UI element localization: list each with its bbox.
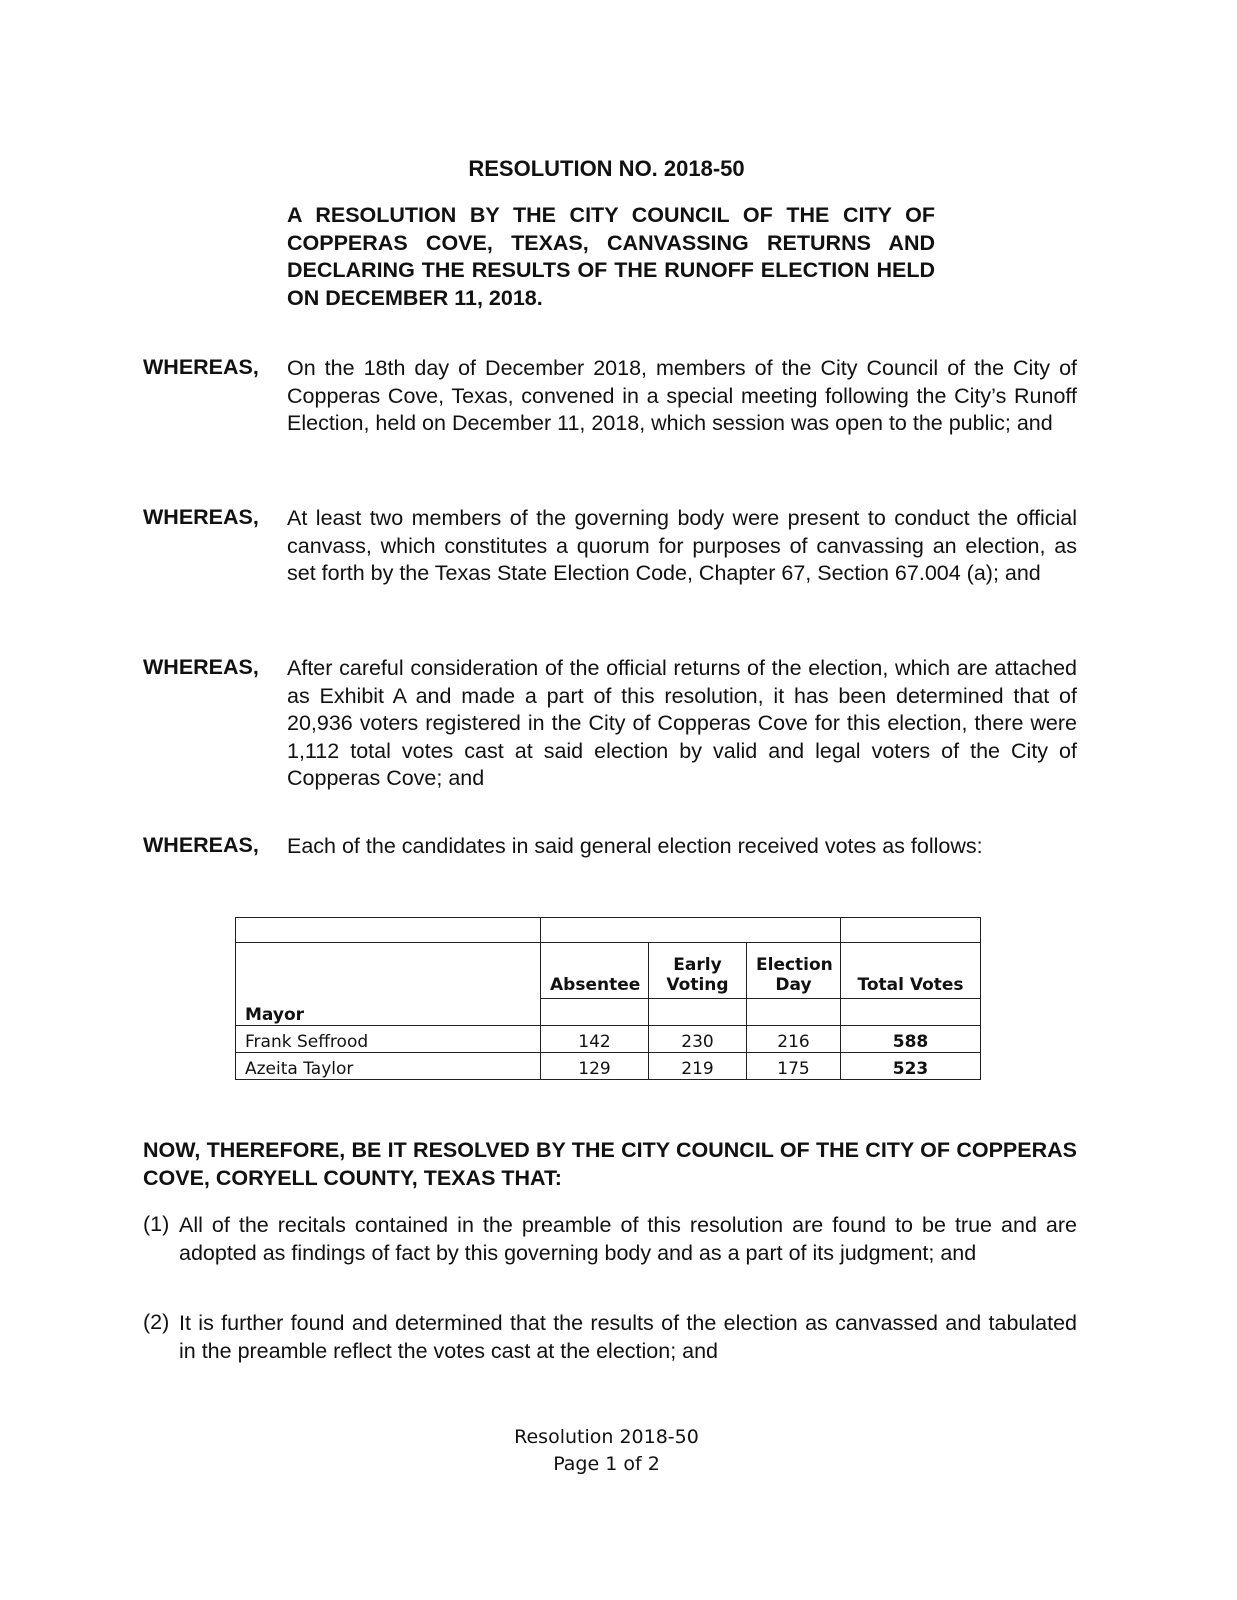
absentee-votes: 142 [541, 1026, 649, 1053]
office-name: Mayor [236, 999, 541, 1026]
total-votes: 588 [841, 1026, 981, 1053]
candidate-name: Azeita Taylor [236, 1053, 541, 1080]
table-header-row [236, 943, 981, 999]
absentee-votes: 129 [541, 1053, 649, 1080]
header-election-line1: Election [756, 955, 833, 975]
early-votes: 219 [649, 1053, 747, 1080]
table-row [236, 1053, 981, 1080]
whereas-label: WHEREAS, [143, 655, 259, 679]
item-number-2: (2) [143, 1310, 170, 1334]
whereas-label: WHEREAS, [143, 355, 259, 379]
total-votes: 523 [841, 1053, 981, 1080]
table-row [236, 1026, 981, 1053]
item-text-1: All of the recitals contained in the preamble of this resolution are found to be true and are adopted as findings of fact by this governing body and as a part of its judgment; and [179, 1213, 1077, 1265]
header-early-line1: Early [673, 955, 722, 975]
header-early-line2: Voting [666, 975, 729, 995]
office-row [236, 999, 981, 1026]
whereas-clause-2: At least two members of the governing body were present to conduct the official canvass, which constitutes a quorum for purposes of canvassing an election, as set forth by the Texas State Election Code, Chapter 67, Section 67.004 (a); and [287, 506, 1077, 585]
whereas-clause-4: Each of the candidates in said general election received votes as follows: [287, 834, 983, 858]
item-text-2: It is further found and determined that the results of the election as canvassed and tabulated in the preamble reflect the votes cast at the election; and [179, 1311, 1077, 1363]
resolution-title: A RESOLUTION BY THE CITY COUNCIL OF THE CITY OF COPPERAS COVE, TEXAS, CANVASSING RETURNS AND DECLARING THE RESULTS OF THE RUNOFF ELECTION HELD ON DECEMBER 11, 2018. [287, 203, 935, 310]
header-election-day [747, 943, 841, 999]
footer-page-number: Page 1 of 2 [553, 1453, 660, 1475]
header-election-line2: Day [775, 975, 812, 995]
footer-resolution: Resolution 2018-50 [514, 1426, 699, 1448]
resolved-heading: NOW, THEREFORE, BE IT RESOLVED BY THE CITY COUNCIL OF THE CITY OF COPPERAS COVE, CORYELL COUNTY, TEXAS THAT: [143, 1138, 1077, 1190]
table-spacer-row [236, 918, 981, 943]
whereas-clause-3: After careful consideration of the official returns of the election, which are attached as Exhibit A and made a part of this resolution, it has been determined that of 20,936 voters registered in the City of Copperas Cove for this election, there were 1,112 total votes cast at said election by valid and legal voters of the City of Copperas Cove; and [287, 656, 1077, 790]
resolution-number: RESOLUTION NO. 2018-50 [468, 156, 745, 181]
header-absentee: Absentee [541, 943, 649, 999]
election-results-table [235, 917, 981, 1080]
candidate-name: Frank Seffrood [236, 1026, 541, 1053]
early-votes: 230 [649, 1026, 747, 1053]
whereas-clause-1: On the 18th day of December 2018, members of the City Council of the City of Copperas Cove, Texas, convened in a special meeting following the City’s Runoff Election, held on December 11, 2018, which session was open to the public; and [287, 356, 1077, 435]
header-early-voting [649, 943, 747, 999]
whereas-label: WHEREAS, [143, 505, 259, 529]
election-day-votes: 175 [747, 1053, 841, 1080]
election-day-votes: 216 [747, 1026, 841, 1053]
item-number-1: (1) [143, 1212, 170, 1236]
header-total-votes: Total Votes [841, 943, 981, 999]
whereas-label: WHEREAS, [143, 833, 259, 857]
